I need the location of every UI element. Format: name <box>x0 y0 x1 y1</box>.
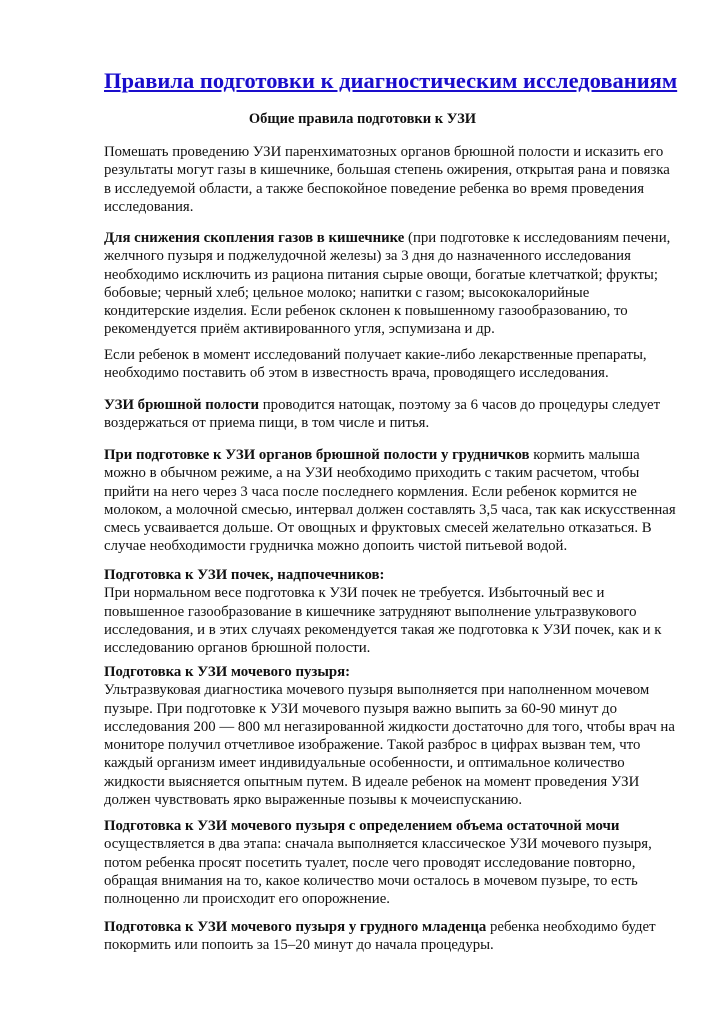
text-line <box>104 229 670 247</box>
paragraph <box>104 229 670 339</box>
body-text: кормить малыша <box>529 447 640 463</box>
body-text: При нормальном весе подготовка к УЗИ почек не требуется. Избыточный вес и <box>104 585 605 602</box>
body-text: прийти на него через 3 часа после последнего кормления. Если ребенок кормится не <box>104 483 637 500</box>
paragraph <box>104 918 656 955</box>
text-line <box>104 247 670 265</box>
text-line <box>104 519 676 537</box>
text-line <box>104 890 652 908</box>
body-text: пузыре. При подготовке к УЗИ мочевого пузыря важно выпить за 60-90 минут до <box>104 700 617 717</box>
text-line <box>104 198 670 216</box>
text-line <box>104 180 670 198</box>
body-text: в исследуемой области, а также беспокойное поведение ребенка во время проведения <box>104 180 645 197</box>
body-text: каждый организм имеет индивидуальные особенности, и оптимальное количество <box>104 755 625 772</box>
text-line <box>104 266 670 284</box>
paragraph <box>104 446 676 556</box>
text-line <box>104 346 647 364</box>
bold-lead-text: УЗИ брюшной полости <box>104 397 260 413</box>
text-line <box>104 566 661 584</box>
body-text: должен чувствовать ярко выраженные позывы к мочеиспусканию. <box>104 792 523 809</box>
text-line <box>104 603 661 621</box>
body-text: необходимо исключить из рациона питания сырые овощи, богатые клетчаткой; фрукты; <box>104 266 658 283</box>
section-heading: Общие правила подготовки к УЗИ <box>248 111 477 127</box>
paragraph <box>104 817 652 908</box>
body-text: исследования, и в этих случаях рекомендуется такая же подготовка к УЗИ почек, как и к <box>104 621 662 638</box>
text-line <box>104 663 675 681</box>
body-text: воздержаться от приема пищи, в том числе и питья. <box>104 415 430 432</box>
text-line <box>104 681 675 699</box>
text-line <box>104 537 676 555</box>
body-text: Ультразвуковая диагностика мочевого пузыря выполняется при наполненном мочевом <box>104 682 650 699</box>
text-line <box>104 396 660 414</box>
text-line <box>104 446 676 464</box>
paragraph <box>104 566 661 657</box>
text-line <box>104 501 676 519</box>
text-line <box>104 835 652 853</box>
bold-lead-text: Подготовка к УЗИ мочевого пузыря у грудного младенца <box>104 919 487 935</box>
bold-lead-text: Подготовка к УЗИ почек, надпочечников: <box>104 567 385 583</box>
body-text: рекомендуется приём активированного угля, эспумизана и др. <box>104 321 495 338</box>
text-line <box>104 817 652 835</box>
text-line <box>104 936 656 954</box>
paragraph <box>104 143 670 216</box>
text-line <box>104 754 675 772</box>
body-text: покормить или попоить за 15–20 минут до начала процедуры. <box>104 937 494 954</box>
text-line <box>104 143 670 161</box>
body-text: Помешать проведению УЗИ паренхиматозных органов брюшной полости и исказить его <box>104 144 664 160</box>
text-line <box>104 736 675 754</box>
body-text: результаты могут газы в кишечнике, большая степень ожирения, открытая рана и повязка <box>104 162 670 179</box>
body-text: повышенное газообразование в кишечнике затрудняют выполнение ультразвукового <box>104 603 637 620</box>
text-line <box>104 773 675 791</box>
text-line <box>104 161 670 179</box>
bold-lead-text: Для снижения скопления газов в кишечнике <box>104 230 405 246</box>
body-text: кондитерские изделия. Если ребенок склонен к повышенному газообразованию, то <box>104 303 628 320</box>
bold-lead-text: Подготовка к УЗИ мочевого пузыря с определением объема остаточной мочи <box>104 818 620 834</box>
text-line <box>104 284 670 302</box>
body-text: полноценно ли происходит его опорожнение. <box>104 891 390 908</box>
bold-lead-text: Подготовка к УЗИ мочевого пузыря: <box>104 664 351 680</box>
body-text: осуществляется в два этапа: сначала выполняется классическое УЗИ мочевого пузыря, <box>104 836 652 853</box>
text-line <box>104 718 675 736</box>
text-line <box>104 302 670 320</box>
body-text: необходимо поставить об этом в известность врача, проводящего исследования. <box>104 365 609 382</box>
text-line <box>104 414 660 432</box>
body-text: можно в обычном режиме, а на УЗИ необходимо приходить с таким расчетом, чтобы <box>104 465 640 482</box>
paragraph <box>104 663 675 809</box>
body-text: исследования 200 — 800 мл негазированной жидкости достаточно для того, чтобы врач на <box>104 718 675 735</box>
body-text: потом ребенка просят посетить туалет, после чего проводят исследование повторно, <box>104 854 636 871</box>
body-text: (при подготовке к исследованиям печени, <box>404 230 671 246</box>
body-text: бобовые; черный хлеб; цельное молоко; напитки с газом; высококалорийные <box>104 284 590 301</box>
body-text: молоком, а молочной смесью, интервал должен составлять 3,5 часа, так как искусственная <box>104 501 676 518</box>
text-line <box>104 700 675 718</box>
body-text: обращая внимания на то, какое количество мочи осталось в мочевом пузыре, то есть <box>104 872 638 889</box>
text-line <box>104 872 652 890</box>
body-text: жидкости выясняется опытным путем. В идеале ребенок на момент проведения УЗИ <box>104 773 640 790</box>
body-text: Если ребенок в момент исследований получает какие-либо лекарственные препараты, <box>104 347 647 363</box>
text-line <box>104 464 676 482</box>
document-title-link[interactable]: Правила подготовки к диагностическим исследованиям <box>104 68 678 93</box>
text-line <box>104 483 676 501</box>
body-text: желчного пузыря и поджелудочной железы) за 3 дня до назначенного исследования <box>104 248 631 265</box>
paragraph <box>104 346 647 383</box>
text-line <box>104 639 661 657</box>
text-line <box>104 584 661 602</box>
body-text: ребенка необходимо будет <box>486 919 656 935</box>
body-text: исследованию органов брюшной полости. <box>104 640 371 657</box>
text-line <box>104 364 647 382</box>
body-text: исследования. <box>104 198 194 215</box>
text-line <box>104 320 670 338</box>
bold-lead-text: При подготовке к УЗИ органов брюшной полости у грудничков <box>104 447 530 463</box>
text-line <box>104 918 656 936</box>
paragraph <box>104 396 660 433</box>
text-line <box>104 854 652 872</box>
text-line <box>104 621 661 639</box>
body-text: смесь усваивается дольше. От овощных и фруктовых смесей желательно отказаться. В <box>104 520 652 537</box>
text-line <box>104 791 675 809</box>
body-text: случае необходимости грудничка можно допоить чистой питьевой водой. <box>104 538 568 555</box>
body-text: мониторе получил отчетливое изображение. Такой разброс в цифрах вызван тем, что <box>104 737 641 754</box>
body-text: проводится натощак, поэтому за 6 часов до процедуры следует <box>259 397 661 413</box>
